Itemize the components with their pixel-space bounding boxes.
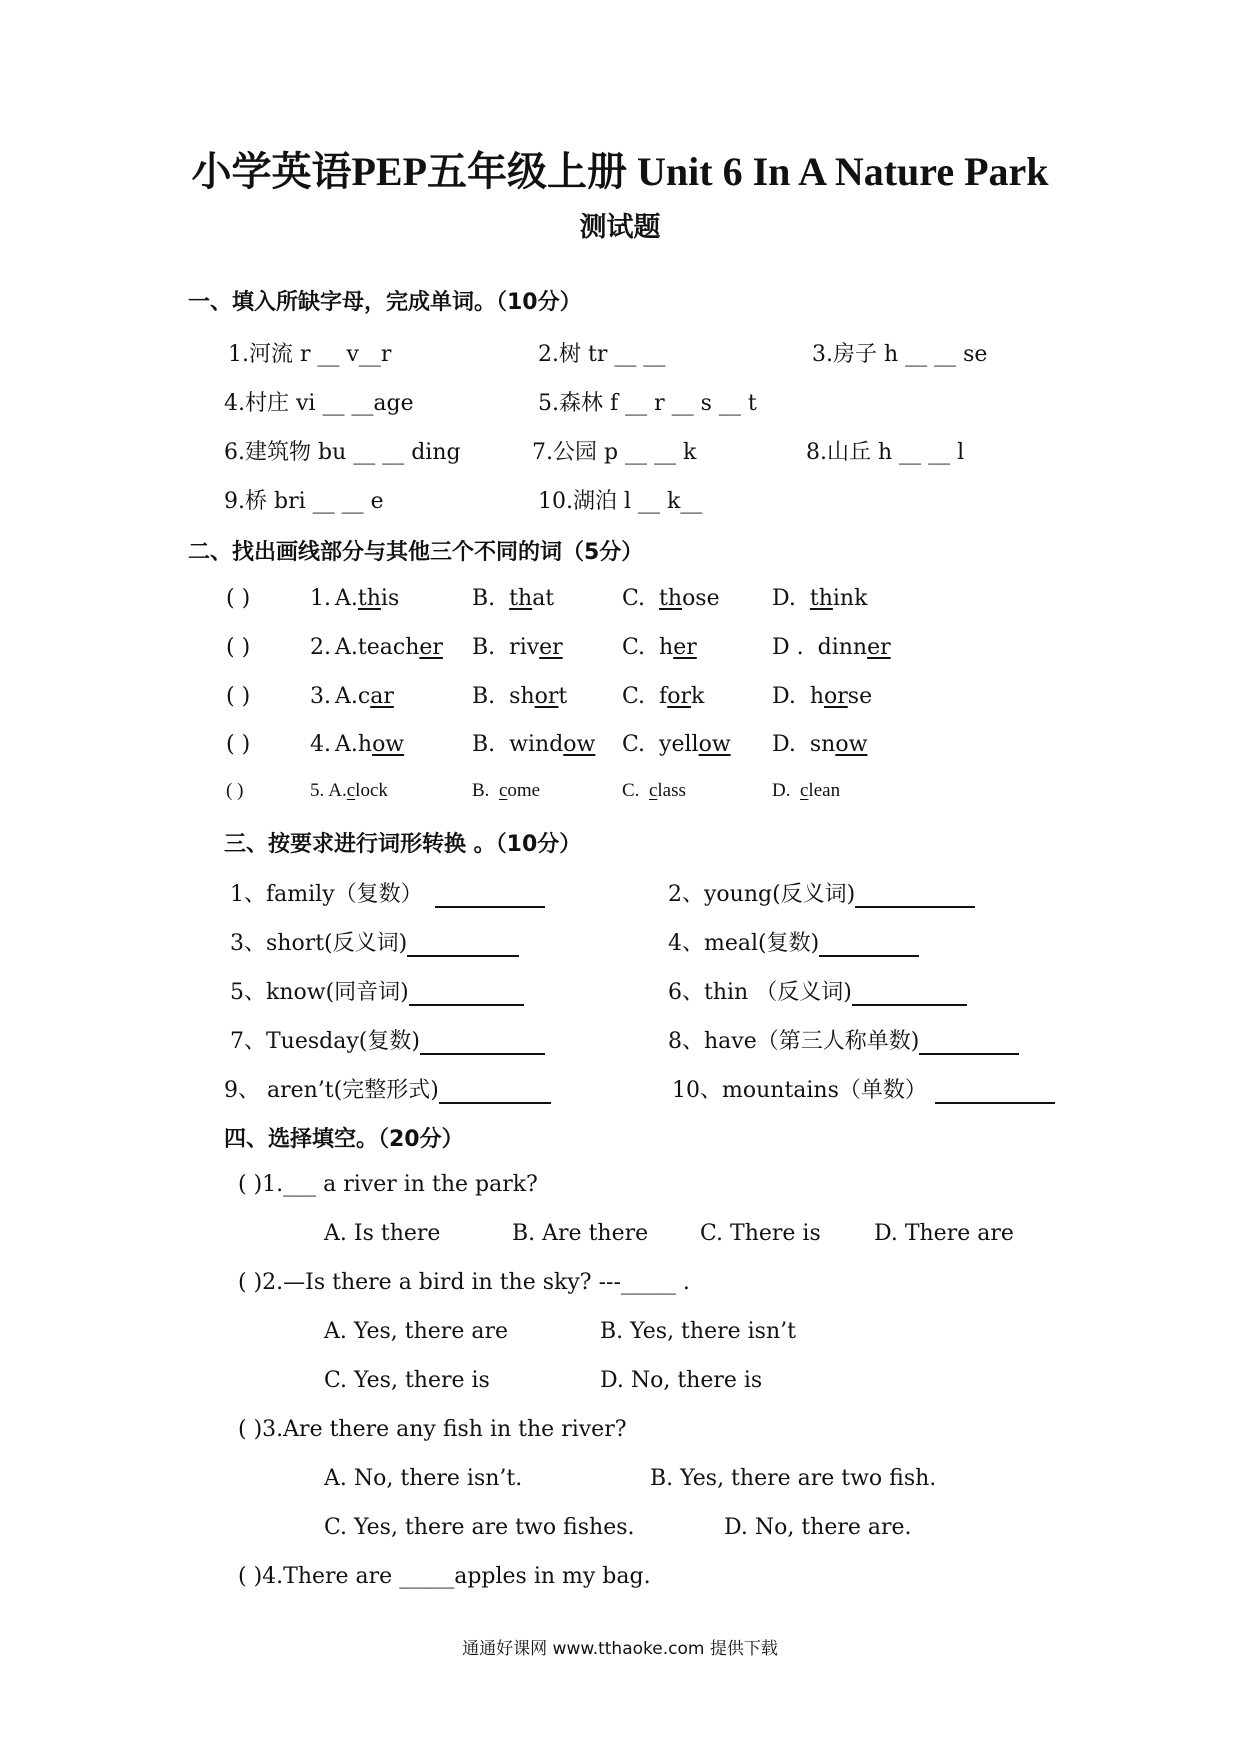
transform-item: 5、know(同音词) [230,975,524,1006]
mc-option: D. No, there is [600,1368,763,1393]
underlined-part: or [667,684,691,709]
option-label: D. [772,586,796,611]
word-part: dinn [817,635,868,660]
phonics-option [472,635,563,660]
mc-option: B. Are there [512,1221,649,1246]
option-label: C. [622,780,640,801]
option-label: A. [335,684,358,709]
transform-item: 4、meal(复数) [668,926,919,957]
word-part: lass [657,780,686,801]
word-part: h [659,635,674,660]
transform-item: 9、 aren’t(完整形式) [224,1073,551,1104]
fill-item: 7.公园 p __ __ k [532,440,697,465]
option-label: C. [622,684,646,709]
answer-paren[interactable]: ( ) [238,1172,263,1197]
option-label: B. [472,732,496,757]
page-title: 小学英语PEP五年级上册 Unit 6 In A Nature Park [191,149,1049,194]
question-number: 5. [310,780,325,801]
phonics-option [622,684,704,709]
underlined-part: c [346,780,356,801]
option-label: D. [772,732,796,757]
word-part: lean [808,780,841,801]
underlined-part: th [509,586,533,611]
mc-option: B. Yes, there isn’t [600,1319,796,1344]
fill-item: 9.桥 bri __ __ e [224,489,384,514]
phonics-option [472,684,567,709]
underlined-part: er [419,635,443,660]
answer-blank[interactable] [819,933,919,957]
phonics-option [622,586,720,611]
underlined-part: ow [698,732,731,757]
fill-item: 10.湖泊 l __ k__ [538,489,703,514]
underlined-part: c [648,780,658,801]
word-part: lock [355,780,388,801]
phonics-option [328,780,388,802]
transform-item: 2、young(反义词) [668,877,975,908]
word-part: wind [509,732,564,757]
question-number: 3. [310,684,331,709]
underlined-part: th [357,586,381,611]
answer-blank[interactable] [919,1031,1019,1055]
underlined-part: or [824,684,848,709]
fill-item: 3.房子 h __ __ se [812,342,988,367]
answer-blank[interactable] [852,982,967,1006]
mc-option: B. Yes, there are two fish. [650,1466,937,1491]
phonics-option [772,586,867,611]
word-part: f [659,684,668,709]
fill-item: 2.树 tr __ __ [538,342,666,367]
phonics-option [472,780,540,802]
fill-item: 8.山丘 h __ __ l [806,440,965,465]
underlined-part: ow [372,732,405,757]
underlined-part: er [867,635,891,660]
option-label: C. [622,732,646,757]
answer-paren[interactable]: ( ) [226,732,251,757]
mc-question: ( )3.Are there any fish in the river? [238,1417,627,1442]
option-label: B. [472,780,490,801]
footer-text: 通通好课网 www.tthaoke.com 提供下载 [462,1639,778,1659]
mc-question: ( )2.—Is there a bird in the sky? ---_____ . [238,1270,690,1295]
word-part: se [847,684,873,709]
mc-option: D. There are [874,1221,1014,1246]
answer-paren[interactable]: ( ) [226,635,251,660]
mc-question: ( )1.___ a river in the park? [238,1172,538,1197]
phonics-option [622,635,697,660]
word-part: ome [507,780,541,801]
underlined-part: er [673,635,697,660]
word-part: sh [509,684,535,709]
answer-paren[interactable]: ( ) [238,1564,263,1589]
option-label: B. [472,684,496,709]
fill-item: 5.森林 f __ r __ s __ t [538,391,757,416]
mc-option: A. No, there isn’t. [324,1466,523,1491]
option-label: D. [772,684,796,709]
underlined-part: th [809,586,833,611]
phonics-option [772,780,840,802]
underlined-part: er [539,635,563,660]
underlined-part: th [659,586,683,611]
fill-item: 4.村庄 vi __ __age [224,391,414,416]
word-part: sn [809,732,836,757]
word-part: teach [357,635,420,660]
word-part: is [380,586,400,611]
question-number: 2. [310,635,331,660]
section2-heading: 二、找出画线部分与其他三个不同的词（5分） [188,540,644,565]
section4-heading: 四、选择填空。（20分） [224,1127,464,1152]
transform-item: 10、mountains（单数） [672,1073,1055,1104]
option-label: A. [335,635,358,660]
underlined-part: c [498,780,508,801]
answer-blank[interactable] [855,884,975,908]
phonics-option [622,732,731,757]
mc-option: C. Yes, there is [324,1368,490,1393]
word-part: h [357,732,373,757]
transform-item: 3、short(反义词) [230,926,519,957]
phonics-option [622,780,686,802]
phonics-option [772,635,891,660]
answer-paren[interactable]: ( ) [226,586,251,611]
phonics-option [772,684,872,709]
phonics-option [335,732,404,757]
option-label: A. [328,780,347,801]
answer-paren[interactable]: ( ) [238,1270,263,1295]
answer-blank[interactable] [409,982,524,1006]
phonics-option [335,635,443,660]
option-label: A. [335,732,358,757]
word-part: c [357,684,371,709]
option-label: D. [772,780,791,801]
mc-option: D. No, there are. [724,1515,912,1540]
word-part: yell [659,732,699,757]
answer-blank[interactable] [439,1080,551,1104]
word-part: k [690,684,705,709]
answer-blank[interactable] [935,1080,1055,1104]
option-label: A. [335,586,358,611]
mc-question: ( )4.There are _____apples in my bag. [238,1564,651,1589]
word-part: riv [509,635,540,660]
transform-item: 1、family（复数） [230,877,545,908]
option-label: B. [472,586,496,611]
answer-blank[interactable] [407,933,519,957]
question-number: 4. [310,732,331,757]
underlined-part: ar [370,684,394,709]
mc-option: C. Yes, there are two fishes. [324,1515,635,1540]
fill-item: 6.建筑物 bu __ __ ding [224,440,461,465]
phonics-option [472,732,595,757]
underlined-part: ow [563,732,596,757]
option-label: C. [622,635,646,660]
answer-paren[interactable]: ( ) [226,684,251,709]
question-number: 1. [310,586,331,611]
option-label: C. [622,586,646,611]
underlined-part: c [799,780,809,801]
word-part: ink [832,586,868,611]
transform-item: 6、thin （反义词) [668,975,967,1006]
transform-item: 8、have（第三人称单数) [668,1024,1019,1055]
phonics-option [772,732,867,757]
option-label: B. [472,635,496,660]
word-part: h [809,684,825,709]
fill-item: 1.河流 r __ v__r [228,342,392,367]
answer-paren[interactable]: ( ) [226,780,244,801]
mc-option: A. Yes, there are [324,1319,508,1344]
mc-option: A. Is there [324,1221,441,1246]
word-part: ose [682,586,720,611]
phonics-option [472,586,554,611]
phonics-option [335,684,394,709]
answer-blank[interactable] [420,1031,545,1055]
word-part: at [532,586,555,611]
section3-heading: 三、按要求进行词形转换 。（10分） [224,832,582,857]
page-subtitle: 测试题 [579,212,661,243]
section1-heading: 一、填入所缺字母，完成单词。（10分） [188,290,582,315]
answer-paren[interactable]: ( ) [238,1417,263,1442]
underlined-part: or [534,684,559,709]
phonics-option [335,586,399,611]
answer-blank[interactable] [435,884,545,908]
transform-item: 7、Tuesday(复数) [230,1024,545,1055]
option-label: D . [772,635,804,660]
underlined-part: ow [835,732,868,757]
word-part: t [558,684,568,709]
mc-option: C. There is [700,1221,821,1246]
